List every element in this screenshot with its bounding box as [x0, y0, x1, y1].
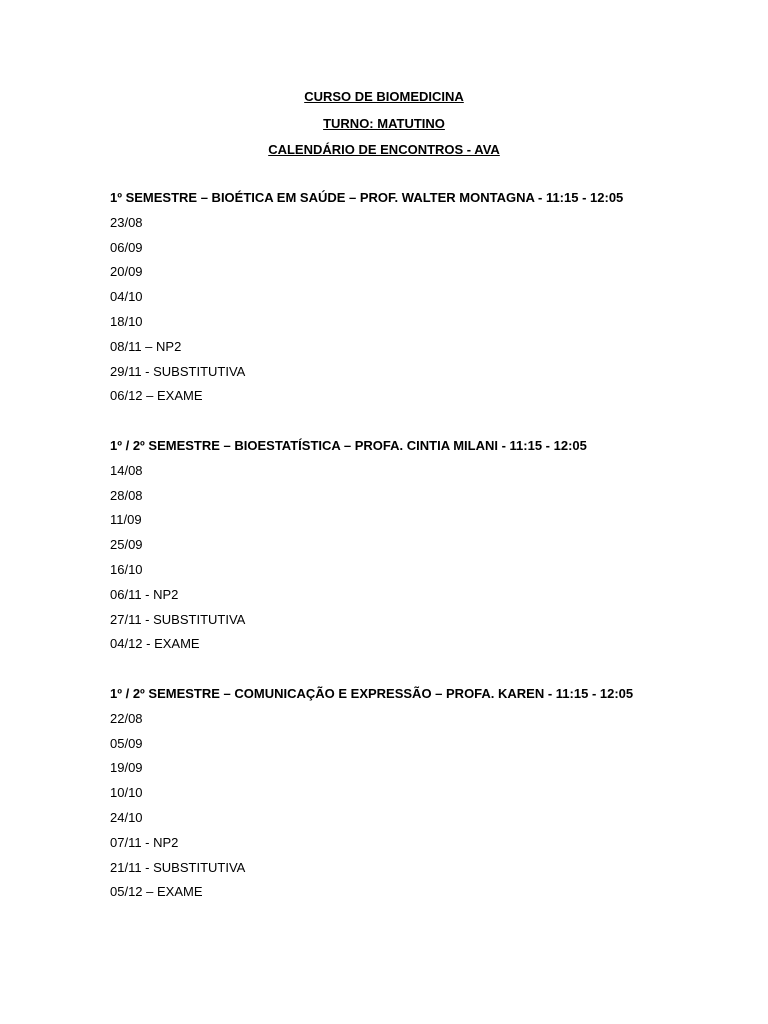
- date-item: 28/08: [110, 487, 143, 503]
- section-title: 1º SEMESTRE – BIOÉTICA EM SAÚDE – PROF. WALTER MONTAGNA - 11:15 - 12:05: [110, 190, 624, 205]
- section-title: 1º / 2º SEMESTRE – BIOESTATÍSTICA – PROFA. CINTIA MILANI - 11:15 - 12:05: [110, 438, 587, 453]
- shift-title: TURNO: MATUTINO: [323, 115, 445, 131]
- section-title: 1º / 2º SEMESTRE – COMUNICAÇÃO E EXPRESSÃO – PROFA. KAREN - 11:15 - 12:05: [110, 686, 634, 701]
- section-comunicacao: [110, 682, 750, 905]
- date-item: 11/09: [110, 512, 142, 528]
- course-title: CURSO DE BIOMEDICINA: [304, 89, 464, 104]
- date-item: 05/12 – EXAME: [110, 884, 203, 900]
- date-item: 29/11 - SUBSTITUTIVA: [110, 363, 246, 379]
- date-list: [110, 211, 750, 409]
- document-header: [0, 84, 768, 164]
- date-item: 27/11 - SUBSTITUTIVA: [110, 611, 246, 627]
- date-item: 24/10: [110, 809, 143, 825]
- date-item: 16/10: [110, 561, 143, 577]
- date-item: 18/10: [110, 313, 143, 329]
- date-item: 05/09: [110, 735, 143, 751]
- date-item: 06/09: [110, 239, 143, 255]
- date-list: [110, 707, 750, 905]
- date-item: 04/12 - EXAME: [110, 636, 200, 652]
- date-item: 19/09: [110, 760, 143, 776]
- date-item: 14/08: [110, 462, 143, 478]
- date-item: 08/11 – NP2: [110, 338, 182, 354]
- section-bioestatistica: [110, 434, 750, 657]
- date-item: 21/11 - SUBSTITUTIVA: [110, 859, 246, 875]
- date-item: 06/11 - NP2: [110, 586, 179, 602]
- section-bioetica: [110, 186, 750, 409]
- date-item: 04/10: [110, 289, 143, 305]
- date-item: 10/10: [110, 785, 143, 801]
- date-item: 22/08: [110, 710, 143, 726]
- date-item: 23/08: [110, 214, 143, 230]
- date-item: 25/09: [110, 537, 143, 553]
- date-list: [110, 459, 750, 657]
- date-item: 06/12 – EXAME: [110, 388, 203, 404]
- date-item: 07/11 - NP2: [110, 834, 179, 850]
- date-item: 20/09: [110, 264, 143, 280]
- calendar-title: CALENDÁRIO DE ENCONTROS - AVA: [268, 142, 500, 157]
